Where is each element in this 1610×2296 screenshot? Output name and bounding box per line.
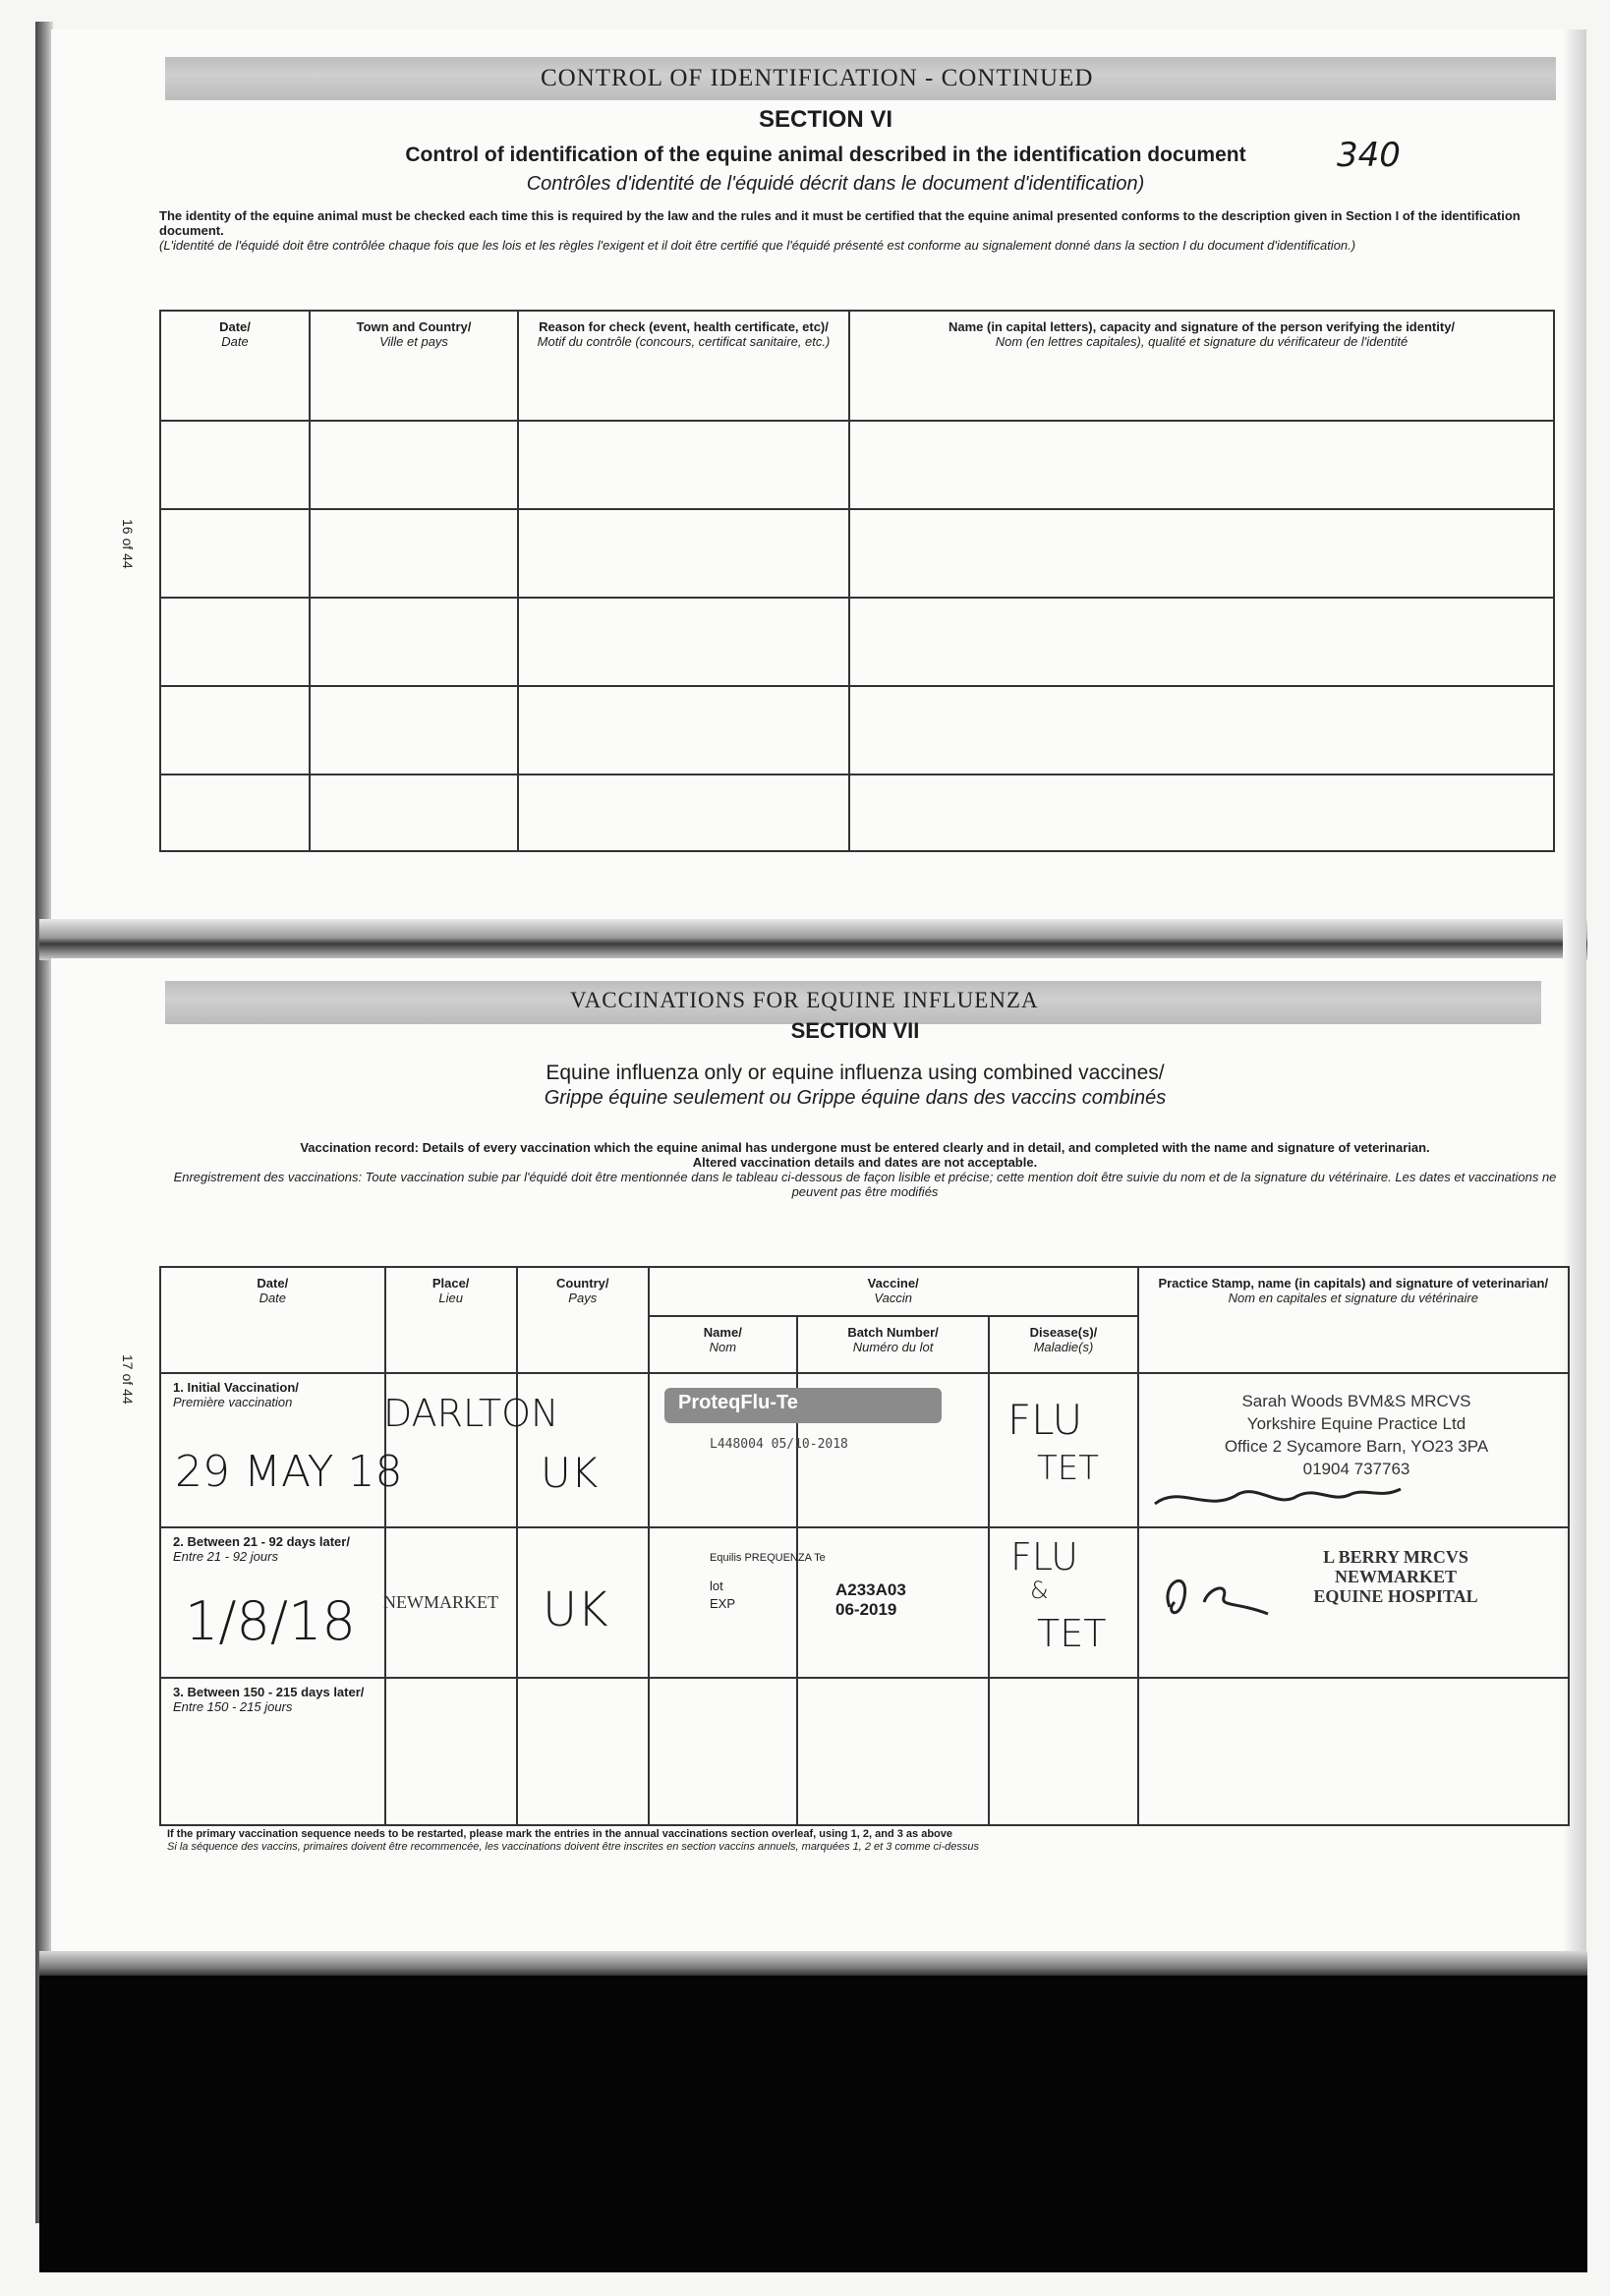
row2-expiry: 06-2019 (835, 1600, 897, 1619)
cell[interactable] (518, 598, 849, 686)
section7-record-en2: Altered vaccination details and dates are not acceptable. (692, 1155, 1038, 1170)
row1-country: UK (541, 1449, 599, 1497)
handwritten-number: 340 (1337, 136, 1401, 175)
section7-record-fr: Enregistrement des vaccinations: Toute vaccination subie par l'équidé doit être mentionnée dans le tableau ci-dessous de façon lisible et précise; cette mention doit être suivie du nom et de la signature du vétérinaire. Les dates et vaccinations ne peuvent pas être modifiés (173, 1170, 1557, 1199)
row2-disease-and: & (1030, 1577, 1049, 1604)
section7-record-en: Vaccination record: Details of every vaccination which the equine animal has undergone must be entered clearly and in detail, and completed with the name and signature of veterinarian. (300, 1140, 1430, 1155)
section6-label: SECTION VI (758, 106, 893, 133)
row2-practice-stamp: L BERRY MRCVS NEWMARKET EQUINE HOSPITAL (1313, 1547, 1478, 1606)
row2-disease-flu: FLU (1010, 1535, 1078, 1578)
cell[interactable] (518, 686, 849, 775)
col-disease: Disease(s)/ Maladie(s) (989, 1316, 1137, 1373)
vaccination-row-3 (160, 1678, 1569, 1825)
row1-signature (1150, 1474, 1406, 1523)
row2-date: 1/8/18 (185, 1590, 356, 1652)
cell[interactable] (310, 686, 518, 775)
cell[interactable] (1138, 1678, 1569, 1825)
cell[interactable] (160, 686, 310, 775)
section6-intro-en: The identity of the equine animal must be checked each time this is required by the law and the rules and it must be certified that the equine animal presented conforms to the description given in Section I of the identification document. (159, 208, 1521, 238)
cell[interactable] (518, 775, 849, 851)
section7-heading-en: Equine influenza only or equine influenza using combined vaccines/ (546, 1062, 1165, 1084)
cell[interactable] (310, 598, 518, 686)
vaccine-sticker-proteq: ProteqFlu-Te (664, 1388, 942, 1423)
section7-footnote: If the primary vaccination sequence needs to be restarted, please mark the entries in the annual vaccinations section overleaf, using 1, 2, and 3 as above Si la séquence des vaccins, primaires doivent être recommencée, les vaccinations doivent être inscrites en section vaccins annuels, marquées 1, 2 et 3 comme ci-dessus (167, 1828, 980, 1853)
cell[interactable] (310, 775, 518, 851)
row1-practice-stamp: Sarah Woods BVM&S MRCVS Yorkshire Equine Practice Ltd Office 2 Sycamore Barn, YO23 3PA 01904 737763 (1224, 1392, 1489, 1478)
table-row (160, 421, 1554, 509)
row1-lot: L448004 05/10-2018 (710, 1437, 848, 1452)
section7-band-title: VACCINATIONS FOR EQUINE INFLUENZA (570, 988, 1039, 1012)
col-reason: Reason for check (event, health certificate, etc)/ Motif du contrôle (concours, certificat sanitaire, etc.) (518, 311, 849, 421)
col-verifier: Name (in capital letters), capacity and signature of the person verifying the identity/ Nom (en lettres capitales), qualité et signature du vérificateur de l'identité (849, 311, 1554, 421)
row1-disease-flu: FLU (1007, 1396, 1083, 1444)
section7-heading-fr: Grippe équine seulement ou Grippe équine dans des vaccins combinés (544, 1087, 1167, 1109)
row1-disease-tet: TET (1037, 1449, 1100, 1488)
row-label: 3. Between 150 - 215 days later/ Entre 150 - 215 jours (160, 1678, 385, 1825)
section6-identity-table (159, 310, 1555, 852)
cell[interactable] (649, 1678, 797, 1825)
vaccination-table (159, 1266, 1570, 1826)
row-label: 1. Initial Vaccination/ Première vaccination (160, 1373, 385, 1527)
scan-background (39, 1976, 1587, 2272)
cell[interactable] (989, 1678, 1137, 1825)
col-date: Date/ Date (160, 311, 310, 421)
col-town-country: Town and Country/ Ville et pays (310, 311, 518, 421)
col-date: Date/ Date (160, 1267, 385, 1373)
section6-heading-en: Control of identification of the equine animal described in the identification document (405, 144, 1246, 166)
bottom-fold (39, 1951, 1587, 1979)
col-vaccine: Vaccine/ Vaccin (649, 1267, 1138, 1316)
section6-heading-fr: Contrôles d'identité de l'équidé décrit dans le document d'identification) (526, 173, 1145, 195)
table-row (160, 686, 1554, 775)
row2-place: NEWMARKET (383, 1592, 498, 1612)
row2-signature (1150, 1553, 1278, 1632)
page-number-17: 17 of 44 (120, 1354, 136, 1405)
page-number-16: 16 of 44 (120, 519, 136, 569)
cell[interactable] (310, 509, 518, 598)
row2-country: UK (543, 1582, 608, 1637)
table-row (160, 775, 1554, 851)
cell[interactable] (160, 598, 310, 686)
section6-intro-fr: (L'identité de l'équidé doit être contrôlée chaque fois que les lois et les règles l'exigent et il doit être certifié que l'équidé présenté est conforme au signalement donné dans la section I du document d'identification.) (159, 238, 1356, 253)
col-country: Country/ Pays (517, 1267, 649, 1373)
cell[interactable] (385, 1678, 517, 1825)
cell[interactable] (518, 509, 849, 598)
section6-intro (159, 208, 1535, 253)
col-practice-stamp: Practice Stamp, name (in capitals) and signature of veterinarian/ Nom en capitales et signature du vétérinaire (1138, 1267, 1569, 1373)
row2-lot-label: lot (710, 1578, 723, 1593)
table-row (160, 509, 1554, 598)
cell[interactable] (849, 598, 1554, 686)
cell[interactable] (797, 1678, 990, 1825)
cell[interactable] (849, 509, 1554, 598)
row1-place: DARLTON (383, 1392, 559, 1435)
cell[interactable] (310, 421, 518, 509)
row2-vaccine-name: Equilis PREQUENZA Te (710, 1552, 826, 1564)
col-place: Place/ Lieu (385, 1267, 517, 1373)
cell[interactable] (517, 1678, 649, 1825)
section7-label: SECTION VII (790, 1018, 920, 1043)
row2-exp-label: EXP (710, 1596, 736, 1611)
col-vaccine-name: Name/ Nom (649, 1316, 797, 1373)
row2-batch: A233A03 (835, 1580, 906, 1599)
cell[interactable] (160, 421, 310, 509)
row1-date: 29 MAY 18 (175, 1447, 403, 1497)
row2-disease-tet: TET (1037, 1612, 1107, 1655)
table-row (160, 598, 1554, 686)
row-label: 2. Between 21 - 92 days later/ Entre 21 - 92 jours (160, 1527, 385, 1678)
cell[interactable] (849, 686, 1554, 775)
page-fold (39, 919, 1587, 960)
cell[interactable] (849, 421, 1554, 509)
section6-band-title: CONTROL OF IDENTIFICATION - CONTINUED (541, 65, 1094, 91)
cell[interactable] (160, 775, 310, 851)
cell[interactable] (518, 421, 849, 509)
cell[interactable] (849, 775, 1554, 851)
cell[interactable] (160, 509, 310, 598)
section7-record (167, 1140, 1563, 1199)
col-batch-number: Batch Number/ Numéro du lot (797, 1316, 990, 1373)
